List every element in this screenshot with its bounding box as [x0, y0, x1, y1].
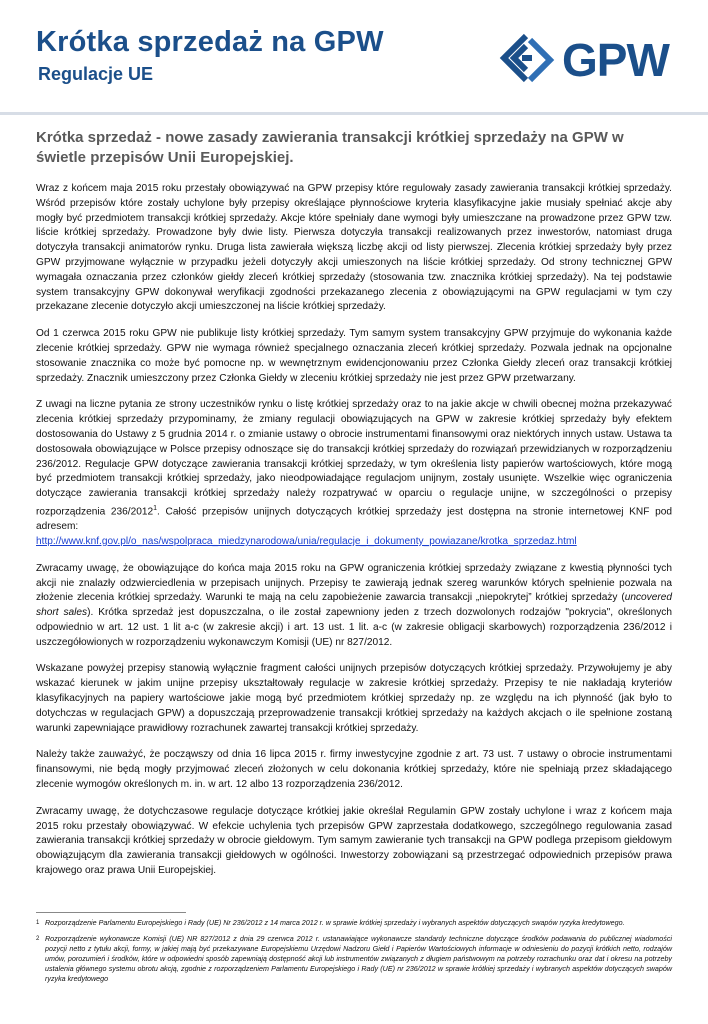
paragraph-1: Wraz z końcem maja 2015 roku przestały obowiązywać na GPW przepisy które regulowały zasady zawierania transakcji krótkiej sprzedaży. Wśród przepisów które zostały uchylone były przepisy określające płynnościowe kryteria klasyfikacyjne jakie musiały spełniać akcje aby mogły być przedmiotem transakcji krótkiej sprzedaży. Akcje które spełniały dane wymogi były umieszczane na prowadzone przez GPW tzw. liście krótkiej sprzedaży. Prowadzone były dwie listy. Pierwsza dotyczyła transakcji realizowanych przez inwestorów, natomiast druga dotyczyła transakcji animatorów rynku. Druga lista zawierała większą liczbę akcji od listy pierwszej. Zlecenia krótkiej sprzedaży były przez GPW przyjmowane wyłącznie w przypadku jeżeli dotyczyły akcji umieszonych na liście krótkiej sprzedaży. Od strony technicznej GPW wymagała oznaczania przez członków giełdy zleceń krótkiej sprzedaży (stosowania tzw. znacznika krótkiej sprzedaży). Na tej podstawie system transakcyjny GPW dokonywał weryfikacji zgodności przekazanego zlecenia z obowiązującymi na GPW regulacjami w tym czy przekazane zlecenie dotyczyło akcji umieszczonej na liście krótkiej sprzedaży.: [36, 183, 672, 313]
paragraph-2: Od 1 czerwca 2015 roku GPW nie publikuje listy krótkiej sprzedaży. Tym samym system transakcyjny GPW przyjmuje do wykonania każde zlecenie krótkiej sprzedaży. GPW nie wymaga również specjalnego oznaczania zleceń krótkiej sprzedaży. Pozwala jednak na opcjonalne stosowanie znacznika co może być pomocne np. w wewnętrznym ewidencjonowaniu przez Członka Giełdy zleceń oraz transakcji krótkiej sprzedaży. Znacznik umieszczony przez Członka Giełdy w zleceniu krótkiej sprzedaży nie jest przez GPW przetwarzany.: [36, 328, 672, 384]
paragraph-4-text-a: Zwracamy uwagę, że obowiązujące do końca maja 2015 roku na GPW ograniczenia krótkiej sprzedaży związane z kwestią płynności tych akcji nie znalazły odzwierciedlenia w przepisach unijnych. Przepisy te zawierają jednak szereg warunków których spełnienie pozwala na złożenie zlecenia krótkiej sprzedaży. Warunki te mają na celu zapobieżenie zawarcia transakcji „niepokrytej” krótkiej sprzedaży (: [36, 562, 672, 604]
paragraph-5: Wskazane powyżej przepisy stanowią wyłącznie fragment całości unijnych przepisów dotyczących krótkiej sprzedaży. Przywołujemy je aby wskazać kierunek w jakim unijne przepisy ukształtowały regulacje w zakresie krótkiej sprzedaży. Przepisy te nie nakładają kryteriów klasyfikacyjnych na papiery wartościowe jakie mogą być przedmiotem krótkiej sprzedaży np. ze względu na ich płynność (jak było to dotychczas w regulacjach GPW) a dopuszczają przeprowadzenie transakcji krótkiej sprzedaży na każdych akcjach o ile spełnione zostaną warunki zapewniające prawidłowy rozrachunek zawartej transakcji krótkiej sprzedaży.: [36, 663, 672, 734]
paragraph-6: Należy także zauważyć, że począwszy od dnia 16 lipca 2015 r. firmy inwestycyjne zgodnie z art. 73 ust. 7 ustawy o obrocie instrumentami finansowymi, nie będą mogły przyjmować zleceń złożonych w celu dokonania krótkiej sprzedaży, które nie spełniają przez składającego zlecenie wymogów określonych m. in. w art. 12 albo 13 rozporządzenia 236/2012.: [36, 749, 672, 791]
footnote-number: 2: [36, 936, 40, 942]
page-subtitle: Regulacje UE: [38, 64, 154, 84]
paragraph-3-text-a: Z uwagi na liczne pytania ze strony uczestników rynku o listę krótkiej sprzedaży oraz to na jakie akcje w chwili obecnej można przekazywać zlecenia krótkiej sprzedaży przypominamy, że zmiany regulacji obowiązujących na GPW w zakresie krótkiej sprzedaży były efektem dostosowania do Ustawy z 5 grudnia 2014 r. o zmianie ustawy o obrocie instrumentami finansowymi oraz niektórych innych ustaw. Ustawa ta dostosowała obowiązujące w Polsce przepisy odnoszące się do transakcji krótkiej sprzedaży do rozwiązań przewidzianych w rozporządzeniu 236/2012. Regulacje GPW dotyczące zawierania transakcji krótkiej sprzedaży, w tym określenia listy papierów wartościowych, które mogą być przedmiotem transakcji krótkiej sprzedaży, jako nieodpowiadające regulacjom unijnym, zostały usunięte. Wszelkie więc ograniczenia dotyczące zawierania transakcji krótkiej sprzedaży należy rozpatrywać w oparciu o regulacje unijne, w szczególności o przepisy rozporządzenia 236/2012: [36, 399, 672, 518]
footnote-1: [36, 918, 672, 928]
paragraph-3: [36, 398, 672, 549]
page-header: [0, 0, 708, 112]
paragraph-7: Zwracamy uwagę, że dotychczasowe regulacje dotyczące krótkiej jakie określał Regulamin GPW zostały uchylone i wraz z końcem maja 2015 roku przestały obowiązywać. W efekcie uchylenia tych przepisów GPW zaprzestała dodatkowego, szczególnego regulowania zasad zawierania transakcji krótkiej sprzedaży w obrocie giełdowym. Tym samym zawieranie tych transakcji na GPW podlega przepisom giełdowym obowiązującym dla zawierania transakcji giełdowych w ogólności. Inwestorzy zobowiązani są przestrzegać odpowiednich przepisów prawa krajowego oraz prawa Unii Europejskiej.: [36, 805, 672, 877]
knf-link[interactable]: http://www.knf.gov.pl/o_nas/wspolpraca_miedzynarodowa/unia/regulacje_i_dokumenty_powiazane/krotka_sprzedaz.html: [36, 535, 577, 547]
page-title: Krótka sprzedaż na GPW: [36, 26, 384, 58]
logo-wordmark: GPW: [562, 34, 669, 86]
footnote-text: Rozporządzenie Parlamentu Europejskiego i Rady (UE) Nr 236/2012 z 14 marca 2012 r. w sprawie krótkiej sprzedaży i wybranych aspektów dotyczących swapów ryzyka kredytowego.: [45, 919, 625, 927]
footnote-divider: [36, 912, 186, 913]
footnote-text: Rozporządzenie wykonawcze Komisji (UE) NR 827/2012 z dnia 29 czerwca 2012 r. ustanawiające wykonawcze standardy techniczne dotyczące środków podawania do publicznej wiadomości pozycji netto z tytułu akcji, formy, w jakiej mają być przekazywane Europejskiemu Urzędowi Nadzoru Giełd i Papierów Wartościowych informacje w odniesieniu do pozycji krótkich netto, rodzajów umów, porozumień i środków, które w odpowiedni sposób zapewniają dostępność akcji lub instrumentów związanych z długiem państwowym na potrzeby rozrachunku oraz dat i okresu na potrzeby ustalenia głównego systemu obrotu akcją, zgodnie z rozporządzeniem Parlamentu Europejskiego i Rady (UE) nr 236/2012 w sprawie krótkiej sprzedaży i wybranych aspektów dotyczących swapów ryzyka kredytowego: [45, 935, 672, 983]
gpw-logo: [496, 30, 686, 90]
footnote-number: 1: [36, 920, 40, 926]
paragraph-4-italic: uncovered short sales: [36, 592, 672, 619]
header-divider: [0, 112, 708, 115]
gpw-logo-mark-icon: [496, 30, 558, 90]
footnotes: [36, 918, 672, 990]
paragraph-4: [36, 562, 672, 651]
paragraph-3-text-b: . Całość przepisów unijnych dotyczących krótkiej sprzedaży jest dostępna na stronie internetowej KNF pod adresem:: [36, 506, 672, 533]
paragraph-4-text-b: ). Krótka sprzedaż jest dopuszczalna, o ile został zapewniony jeden z trzech dozwolonych rodzajów "pokrycia", określonych odpowiednio w art. 12 ust. 1 lit a-c (w zakresie akcji) i art. 13 ust. 1 lit. a-c (w zakresie obligacji skarbowych) rozporządzenia 236/2012 i uszczegółowionych w rozporządzeniu wykonawczym Komisji (UE) nr 827/2012.: [36, 607, 672, 648]
document-heading: Krótka sprzedaż - nowe zasady zawierania transakcji krótkiej sprzedaży na GPW w świetle przepisów Unii Europejskiej.: [36, 129, 624, 166]
footnote-2: [36, 934, 672, 984]
document-body: [36, 128, 672, 891]
footnote-ref-1[interactable]: 1: [153, 504, 158, 512]
